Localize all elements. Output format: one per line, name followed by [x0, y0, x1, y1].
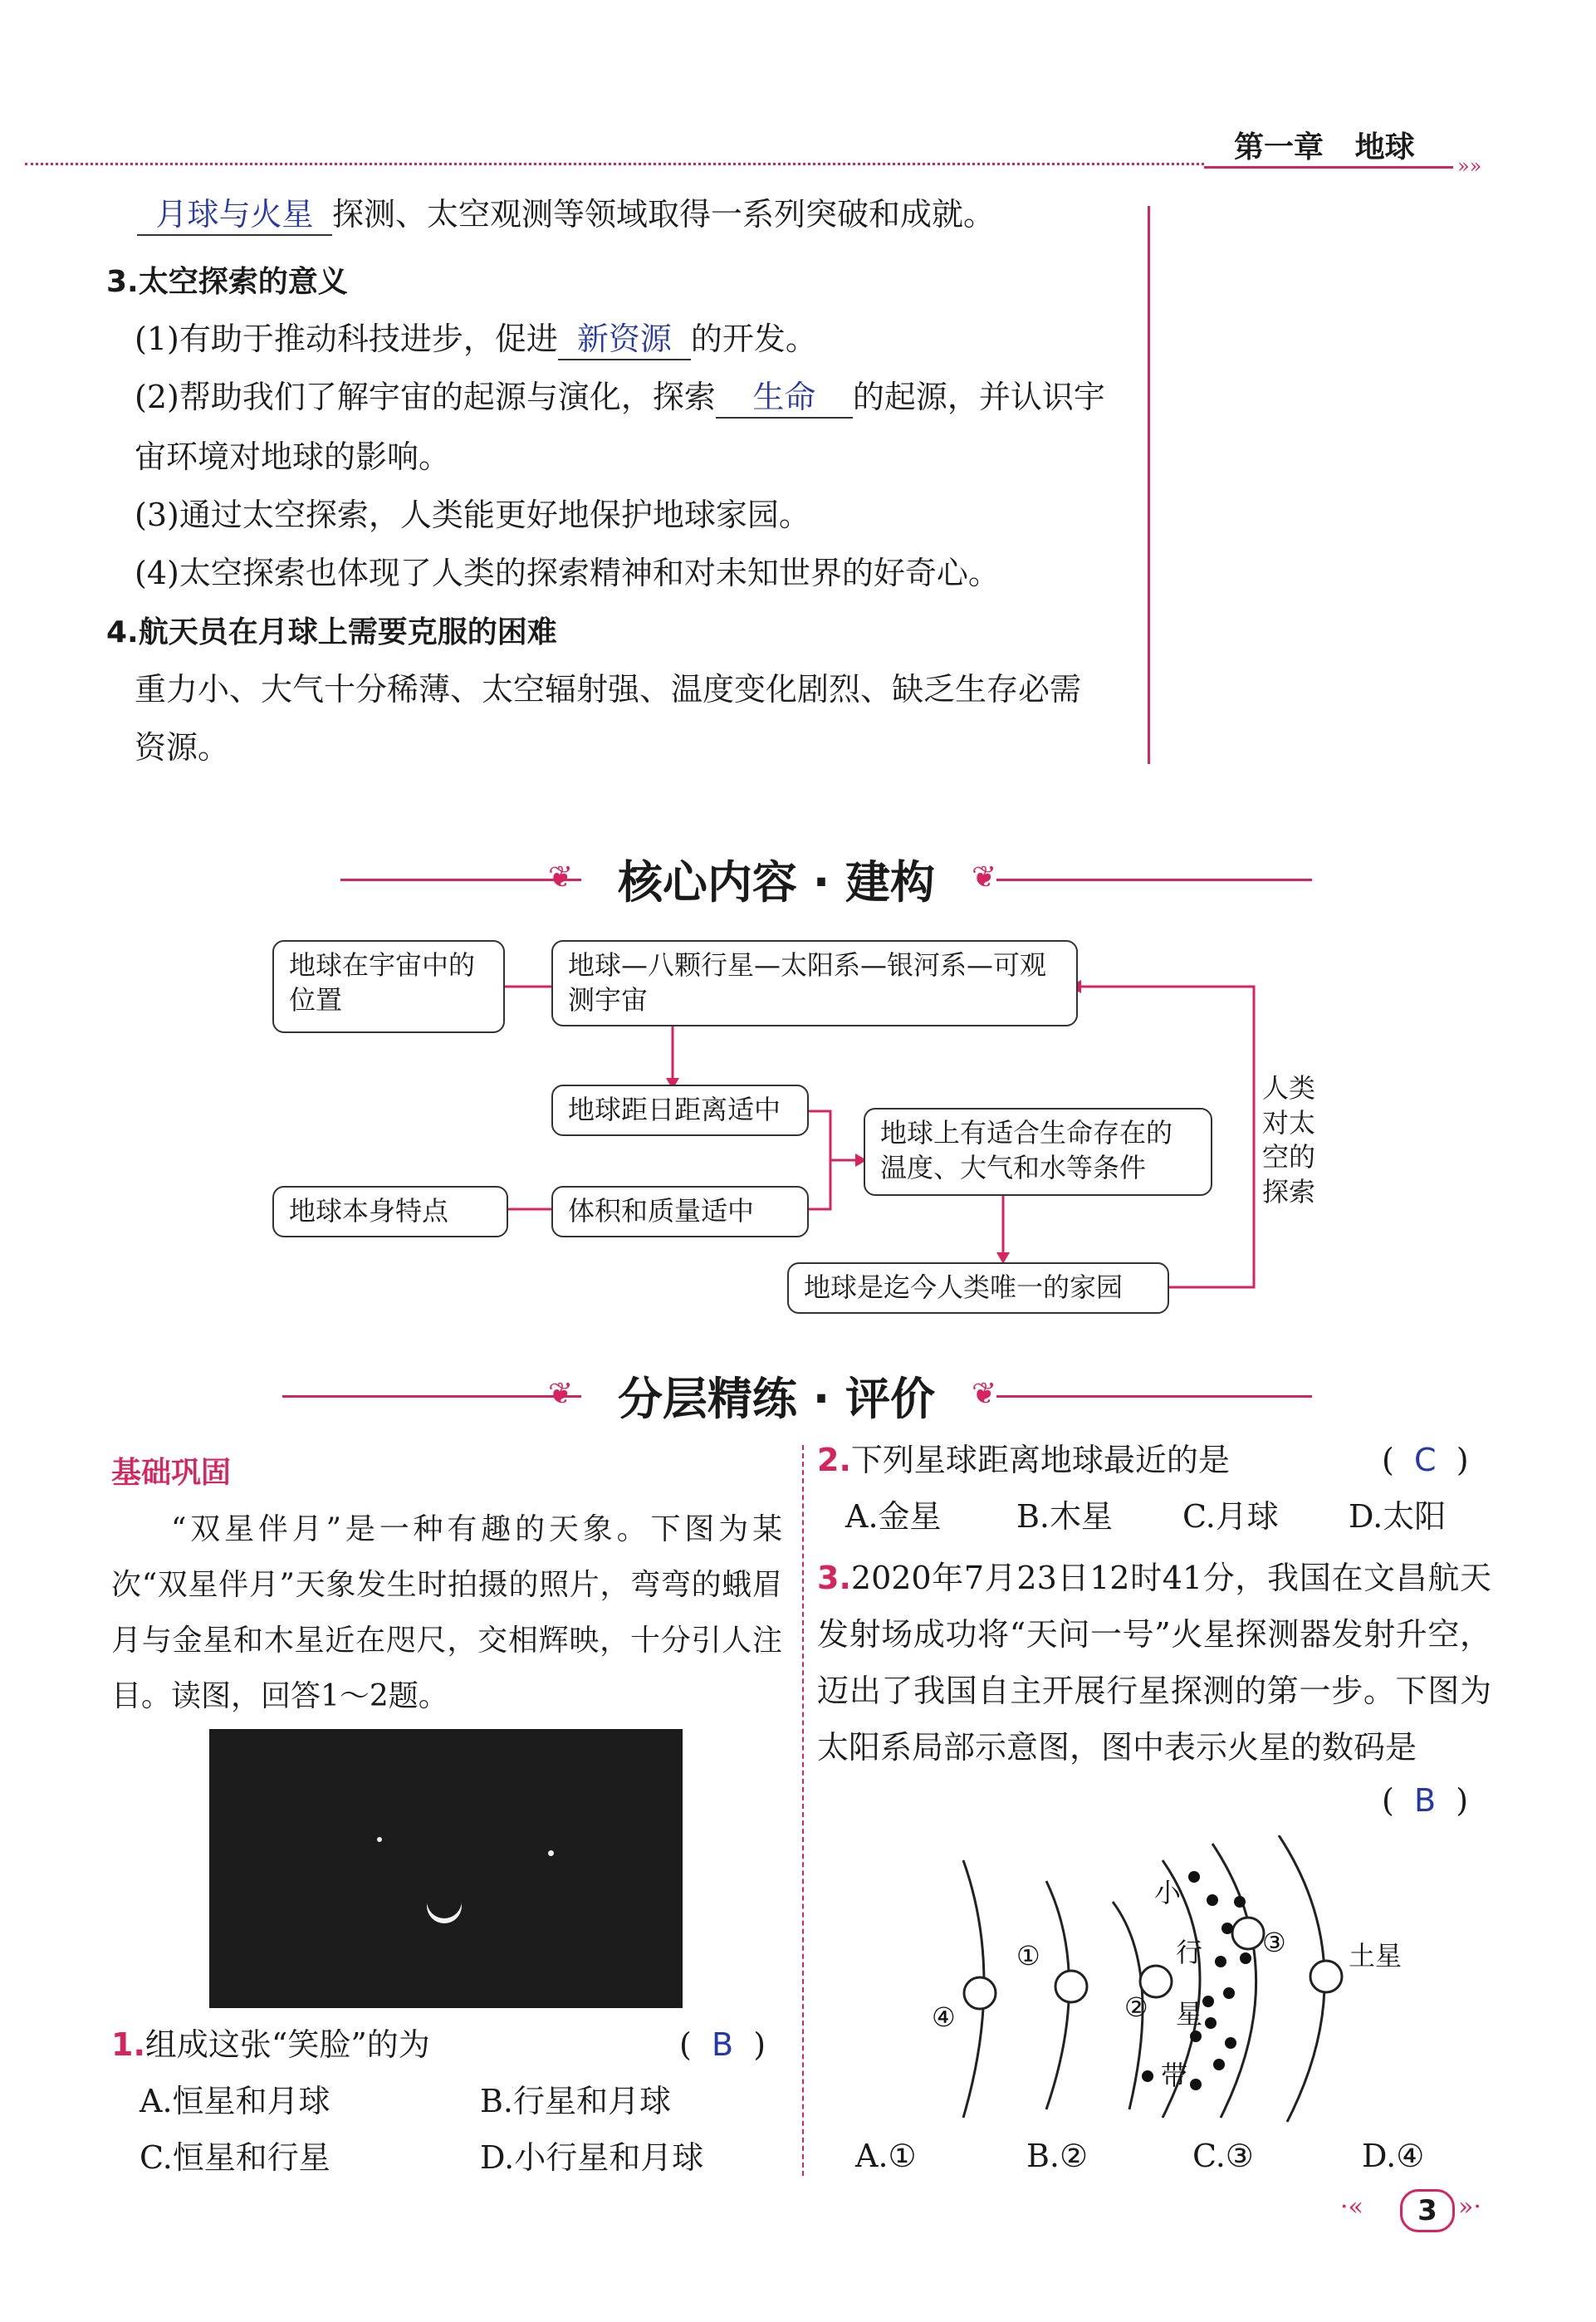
crescent-photo	[209, 1729, 683, 2008]
node-conditions: 地球上有适合生命存在的温度、大气和水等条件	[864, 1108, 1212, 1196]
blank-moon-mars: 月球与火星	[137, 196, 332, 236]
blank-new-resources: 新资源	[558, 321, 691, 360]
section2-title: 分层精练 · 评价	[617, 1373, 936, 1425]
q3-option-c[interactable]: C.③	[1192, 2138, 1254, 2174]
crescent-moon	[427, 1884, 462, 1918]
q2-option-d[interactable]: D.太阳	[1349, 1498, 1447, 1535]
solar-system-figure	[913, 1835, 1428, 2126]
q2-option-b[interactable]: B.木星	[1016, 1498, 1114, 1535]
q1-option-b[interactable]: B.行星和月球	[480, 2083, 672, 2119]
line0: 月球与火星 探测、太空观测等领域取得一系列突破和成就。	[137, 196, 995, 236]
node-home: 地球是迄今人类唯一的家园	[787, 1262, 1169, 1314]
section2-ornament-right-icon: ❦	[972, 1377, 997, 1411]
basic-heading: 基础巩固	[111, 1456, 232, 1490]
para-2-cont: 宙环境对地球的影响。	[135, 438, 451, 475]
intro-paragraph: “双星伴月”是一种有趣的天象。下图为某次“双星伴月”天象发生时拍摄的照片，弯弯的蛾眉月与金星和木星近在咫尺，交相辉映，十分引人注目。读图，回答1～2题。	[111, 1512, 782, 1713]
label-saturn: 土星	[1349, 1940, 1403, 1972]
q2-answer: ( C )	[1382, 1442, 1469, 1478]
section2-rule-right	[996, 1395, 1312, 1398]
para-2: (2)帮助我们了解宇宙的起源与演化，探索 生命 的起源，并认识宇	[135, 379, 1105, 419]
venus-dot	[377, 1837, 382, 1842]
q1-option-c[interactable]: C.恒星和行星	[140, 2139, 330, 2176]
q3-option-d[interactable]: D.④	[1362, 2138, 1425, 2174]
q3-option-b[interactable]: B.②	[1026, 2138, 1089, 2174]
section1-ornament-right-icon: ❦	[972, 860, 997, 894]
label-3: ③	[1262, 1927, 1286, 1958]
label-4: ④	[932, 2001, 956, 2033]
belt-label-1: 小	[1154, 1877, 1182, 1908]
q1: 1.组成这张“笑脸”的为	[111, 2026, 430, 2063]
para-1: (1)有助于推动科技进步，促进 新资源 的开发。	[135, 321, 817, 360]
section1-title: 核心内容 · 建构	[617, 856, 936, 909]
q1-option-d[interactable]: D.小行星和月球	[480, 2139, 704, 2176]
section2-rule-left	[282, 1395, 581, 1398]
label-2: ②	[1124, 1991, 1148, 2023]
q3-answer: ( B )	[1382, 1782, 1469, 1819]
page-number: 3	[1400, 2189, 1455, 2232]
section2-ornament-left-icon: ❦	[548, 1377, 574, 1411]
header-arrows-icon: »»	[1457, 154, 1482, 178]
node-size: 体积和质量适中	[551, 1186, 809, 1237]
q2: 2.下列星球距离地球最近的是	[817, 1442, 1230, 1478]
q3: 3.2020年7月23日12时41分，我国在文昌航天发射场成功将“天问一号”火星探测器发射升空，迈出了我国自主开展行星探测的第一步。下图为太阳系局部示意图，图中表示火星的数码是	[817, 1560, 1491, 1766]
section1-ornament-left-icon: ❦	[548, 860, 574, 894]
para-5: 重力小、大气十分稀薄、太空辐射强、温度变化剧烈、缺乏生存必需	[135, 671, 1082, 708]
q2-option-a[interactable]: A.金星	[845, 1498, 942, 1535]
jupiter-dot	[548, 1850, 554, 1856]
para-3: (3)通过太空探索，人类能更好地保护地球家园。	[135, 497, 810, 533]
q3-option-a[interactable]: A.①	[855, 2138, 917, 2174]
para-5-cont: 资源。	[135, 729, 230, 766]
heading-3: 3.太空探索的意义	[106, 265, 348, 299]
blank-life: 生命	[716, 379, 853, 419]
q1-option-a[interactable]: A.恒星和月球	[140, 2083, 330, 2119]
label-1: ①	[1016, 1940, 1040, 1972]
belt-label-4: 带	[1161, 2060, 1188, 2091]
para-4: (4)太空探索也体现了人类的探索精神和对未知世界的好奇心。	[135, 555, 1000, 591]
belt-label-2: 行	[1176, 1937, 1203, 1968]
node-position: 地球在宇宙中的位置	[272, 940, 505, 1033]
node-self: 地球本身特点	[272, 1186, 508, 1237]
footer-left-ornament-icon: ·«	[1340, 2192, 1363, 2222]
node-distance: 地球距日距离适中	[551, 1085, 809, 1136]
q1-answer: ( B )	[679, 2026, 766, 2063]
belt-label-3: 星	[1176, 1998, 1203, 2030]
heading-4: 4.航天员在月球上需要克服的困难	[106, 615, 557, 649]
column-divider	[802, 1445, 804, 2176]
node-hierarchy: 地球—八颗行星—太阳系—银河系—可观测宇宙	[551, 940, 1078, 1026]
q2-option-c[interactable]: C.月球	[1182, 1498, 1279, 1535]
header-chapter: 第一章 地球	[1234, 130, 1415, 164]
side-label: 人类对太空的探索	[1262, 1072, 1316, 1208]
footer-right-ornament-icon: »·	[1458, 2192, 1481, 2222]
